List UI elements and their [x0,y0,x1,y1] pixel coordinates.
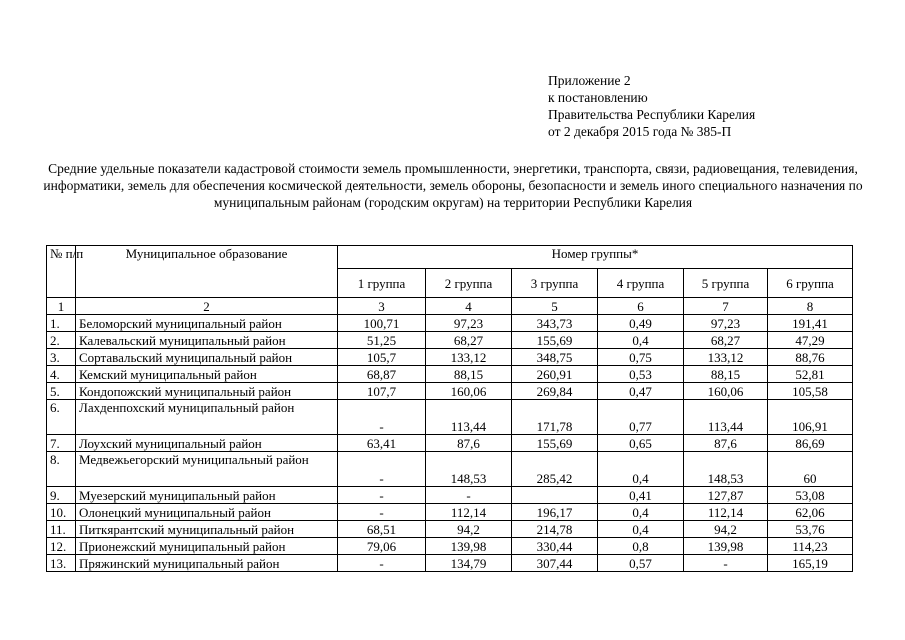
municipality-name: Лахденпохский муниципальный район [76,400,338,435]
group-1-value: - [338,555,426,572]
municipality-name: Олонецкий муниципальный район [76,504,338,521]
group-5-value: 113,44 [684,400,768,435]
table-row [47,538,853,555]
group-2-value: 97,23 [426,315,512,332]
group-6-value: 62,06 [768,504,853,521]
column-index-3: 3 [338,298,426,315]
group-4-value: 0,57 [598,555,684,572]
row-number: 13. [47,555,76,572]
group-5-value: 148,53 [684,452,768,487]
municipality-name: Сортавальский муниципальный район [76,349,338,366]
table-row [47,504,853,521]
group-4-value: 0,4 [598,332,684,349]
group-6-value: 53,08 [768,487,853,504]
group-6-value: 47,29 [768,332,853,349]
group-3-value: 285,42 [512,452,598,487]
group-5-value: 88,15 [684,366,768,383]
group-4-value: 0,75 [598,349,684,366]
header-number-cell [47,246,84,298]
group-2-value: 94,2 [426,521,512,538]
header-municipality: Муниципальное образование [76,246,338,298]
group-header-5: 5 группа [684,269,768,298]
row-number: 1. [47,315,76,332]
row-number: 6. [47,400,76,435]
table-row [47,521,853,538]
group-3-value: 196,17 [512,504,598,521]
municipality-name: Кемский муниципальный район [76,366,338,383]
row-number: 2. [47,332,76,349]
group-6-value: 106,91 [768,400,853,435]
group-3-value: 343,73 [512,315,598,332]
row-number: 9. [47,487,76,504]
group-2-value: 68,27 [426,332,512,349]
row-number: 12. [47,538,76,555]
group-5-value: 97,23 [684,315,768,332]
document-title: Средние удельные показатели кадастровой стоимости земель промышленности, энергетики, транспорта, связи, радиовещания, телевидения, информатики, земель для обеспечения космической деятельности, земель обороны, безопасности и земель иного специального назначения по муниципальным районам (городским округам) на территории Республики Карелия [43,161,863,210]
group-3-value [512,487,598,504]
table-row [47,452,853,487]
group-2-value: 134,79 [426,555,512,572]
group-6-value: 191,41 [768,315,853,332]
index-row [47,298,853,315]
column-index-4: 4 [426,298,512,315]
table-row [47,349,853,366]
group-6-value: 86,69 [768,435,853,452]
column-index-1: 1 [47,298,76,315]
municipality-name: Питкярантский муниципальный район [76,521,338,538]
group-header-3: 3 группа [512,269,598,298]
group-5-value: 127,87 [684,487,768,504]
group-1-value: 107,7 [338,383,426,400]
group-4-value: 0,77 [598,400,684,435]
group-4-value: 0,47 [598,383,684,400]
group-3-value: 260,91 [512,366,598,383]
table-row [47,487,853,504]
row-number: 8. [47,452,76,487]
header-row-1 [47,246,853,269]
municipality-name: Муезерский муниципальный район [76,487,338,504]
group-1-value: 63,41 [338,435,426,452]
group-4-value: 0,49 [598,315,684,332]
group-1-value: - [338,487,426,504]
group-5-value: 68,27 [684,332,768,349]
group-1-value: - [338,452,426,487]
header-group-number: Номер группы* [338,246,853,269]
group-3-value: 269,84 [512,383,598,400]
cadastral-table [46,245,853,572]
group-6-value: 165,19 [768,555,853,572]
group-header-1: 1 группа [338,269,426,298]
column-index-2: 2 [76,298,338,315]
group-1-value: - [338,504,426,521]
group-1-value: 100,71 [338,315,426,332]
group-6-value: 60 [768,452,853,487]
row-number: 4. [47,366,76,383]
group-3-value: 155,69 [512,332,598,349]
group-5-value: 139,98 [684,538,768,555]
table-row [47,315,853,332]
group-5-value: - [684,555,768,572]
column-index-5: 5 [512,298,598,315]
group-5-value: 160,06 [684,383,768,400]
row-number: 5. [47,383,76,400]
group-6-value: 88,76 [768,349,853,366]
group-1-value: - [338,400,426,435]
column-index-6: 6 [598,298,684,315]
group-2-value: 112,14 [426,504,512,521]
group-4-value: 0,53 [598,366,684,383]
appendix-block [548,72,755,140]
table-row [47,435,853,452]
group-6-value: 105,58 [768,383,853,400]
municipality-name: Лоухский муниципальный район [76,435,338,452]
column-index-7: 7 [684,298,768,315]
group-4-value: 0,4 [598,504,684,521]
municipality-name: Пряжинский муниципальный район [76,555,338,572]
municipality-name: Прионежский муниципальный район [76,538,338,555]
group-1-value: 79,06 [338,538,426,555]
group-3-value: 330,44 [512,538,598,555]
group-header-6: 6 группа [768,269,853,298]
group-4-value: 0,4 [598,452,684,487]
group-1-value: 105,7 [338,349,426,366]
group-4-value: 0,41 [598,487,684,504]
appendix-line-2: к постановлению [548,90,648,105]
group-3-value: 214,78 [512,521,598,538]
group-4-value: 0,4 [598,521,684,538]
table-row [47,383,853,400]
group-3-value: 171,78 [512,400,598,435]
municipality-name: Кондопожский муниципальный район [76,383,338,400]
group-2-value: 160,06 [426,383,512,400]
group-2-value: 148,53 [426,452,512,487]
table-row [47,400,853,435]
row-number: 11. [47,521,76,538]
group-2-value: 139,98 [426,538,512,555]
column-index-8: 8 [768,298,853,315]
group-3-value: 348,75 [512,349,598,366]
table-row [47,332,853,349]
row-number: 10. [47,504,76,521]
municipality-name: Беломорский муниципальный район [76,315,338,332]
group-header-4: 4 группа [598,269,684,298]
table-row [47,366,853,383]
group-2-value: 88,15 [426,366,512,383]
row-number: 3. [47,349,76,366]
group-6-value: 53,76 [768,521,853,538]
row-number: 7. [47,435,76,452]
header-number-label: № п/п [50,246,84,261]
group-1-value: 51,25 [338,332,426,349]
group-4-value: 0,8 [598,538,684,555]
group-2-value: 133,12 [426,349,512,366]
group-6-value: 114,23 [768,538,853,555]
appendix-line-4: от 2 декабря 2015 года № 385-П [548,124,732,139]
group-5-value: 112,14 [684,504,768,521]
group-5-value: 94,2 [684,521,768,538]
group-2-value: 87,6 [426,435,512,452]
group-1-value: 68,87 [338,366,426,383]
group-2-value: - [426,487,512,504]
appendix-line-1: Приложение 2 [548,73,631,88]
municipality-name: Медвежьегорский муниципальный район [76,452,338,487]
group-2-value: 113,44 [426,400,512,435]
group-4-value: 0,65 [598,435,684,452]
group-3-value: 155,69 [512,435,598,452]
group-5-value: 87,6 [684,435,768,452]
appendix-line-3: Правительства Республики Карелия [548,107,756,122]
table-row [47,555,853,572]
group-6-value: 52,81 [768,366,853,383]
municipality-name: Калевальский муниципальный район [76,332,338,349]
group-header-2: 2 группа [426,269,512,298]
group-1-value: 68,51 [338,521,426,538]
group-5-value: 133,12 [684,349,768,366]
group-3-value: 307,44 [512,555,598,572]
